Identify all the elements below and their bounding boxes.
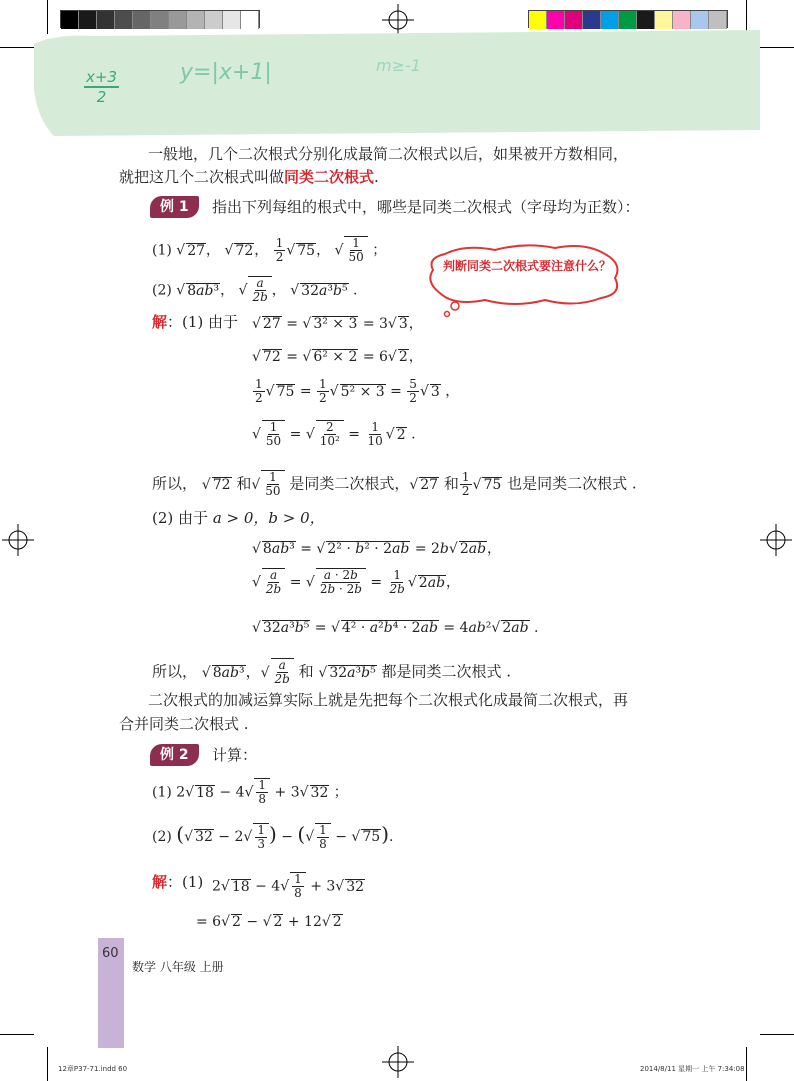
color-swatch bbox=[709, 11, 727, 29]
header-formula: y=|x+1| bbox=[180, 60, 272, 85]
header-band bbox=[34, 30, 760, 136]
crop-mark bbox=[0, 47, 34, 48]
thought-bubble-text: 判断同类二次根式要注意什么？ bbox=[442, 259, 611, 273]
solution-1-eq-2: √ 72 = √ 6² × 2 = 6√ 2， bbox=[252, 349, 423, 365]
intro-line-2: 就把这几个二次根式叫做同类二次根式. bbox=[119, 168, 379, 186]
intro-line-1: 一般地，几个二次根式分别化成最简二次根式以后，如果被开方数相同， bbox=[148, 145, 629, 163]
color-swatch bbox=[133, 11, 151, 29]
file-slug: 12章P37-71.indd 60 bbox=[58, 1065, 128, 1073]
crop-mark bbox=[746, 0, 747, 34]
color-swatch bbox=[619, 11, 637, 29]
header-formula: m≥-1 bbox=[376, 56, 421, 75]
color-swatch bbox=[115, 11, 133, 29]
book-title: 数学 八年级 上册 bbox=[132, 960, 224, 974]
color-swatch bbox=[97, 11, 115, 29]
solution-1-conclusion-2: 所以， √ 8ab³，√ $\frac{a}{2b}$ 和 √ 32a³b⁵ 都是同类二次根式 . bbox=[152, 658, 512, 686]
crop-mark bbox=[47, 1047, 48, 1081]
paragraph-2-line-1: 二次根式的加减运算实际上就是先把每个二次根式化成最简二次根式，再 bbox=[148, 691, 629, 709]
solution-2-eq-2: = 6√ 2 − √ 2 + 12√ 2 bbox=[196, 914, 342, 930]
color-swatch bbox=[529, 11, 547, 29]
solution-1-conclusion-1: 所以， √ 72 和√ $\frac{1}{50}$ 是同类二次根式，√ 27 和 $\frac{1}{2}$ √ 75 也是同类二次根式 . bbox=[152, 470, 637, 498]
header-formula-fraction: x+3 2 bbox=[86, 68, 117, 106]
registration-target-icon bbox=[760, 524, 792, 556]
color-swatch bbox=[691, 11, 709, 29]
solution-1-eq-4: √ $\frac{1}{50}$ = √ $\frac{2}{\text{10²}}$ = $\frac{1}{10}$ √ 2 . bbox=[252, 420, 416, 448]
solution-1-part-2: (2) 由于 a > 0，b > 0， bbox=[152, 509, 325, 527]
color-swatch bbox=[151, 11, 169, 29]
example-1-question-1: (1) √ 27， √ 72， $\frac{1}{2}$ √ 75， √ $\frac{1}{50}$ ； bbox=[152, 236, 387, 264]
crop-mark bbox=[47, 0, 48, 34]
solution-1-eq-3: $\frac{1}{2}$ √ 75 = $\frac{1}{2}$ √ 5² × 3 = $\frac{5}{2}$ √ 3 ， bbox=[255, 377, 460, 405]
example-1-question-2: (2) √ 8ab³， √ $\frac{a}{2b}$ ， √ 32a³b⁵ . bbox=[152, 276, 358, 304]
grayscale-colorbar bbox=[60, 10, 260, 28]
color-swatch bbox=[223, 11, 241, 29]
color-swatch bbox=[241, 11, 259, 29]
example-2-question-1: (1) 2√ 18 − 4√ $\frac{1}{8}$ + 3√ 32 ； bbox=[152, 778, 348, 806]
color-swatch bbox=[547, 11, 565, 29]
paragraph-2-line-2: 合并同类二次根式 . bbox=[119, 715, 249, 733]
solution-1-eq-7: √ 32a³b⁵ = √ 4² · a²b⁴ · 2ab = 4ab²√ 2ab . bbox=[252, 620, 539, 636]
solution-1-line: 解：(1) 由于 bbox=[152, 313, 239, 331]
solution-1-eq-6: √ $\frac{a}{2b}$ = √ $\frac{a \cdot 2b}{2b \cdot 2b}$ = $\frac{1}{2b}$ √ 2ab， bbox=[252, 568, 461, 596]
color-swatch bbox=[205, 11, 223, 29]
definition-term: 同类二次根式 bbox=[284, 168, 375, 186]
solution-1-eq-1: √ 27 = √ 3² × 3 = 3√ 3， bbox=[252, 316, 423, 332]
crop-mark bbox=[760, 1034, 794, 1035]
color-swatch bbox=[169, 11, 187, 29]
example-2-badge: 例 2 bbox=[150, 744, 199, 766]
color-swatch bbox=[61, 11, 79, 29]
solution-2-line: 解：(1) bbox=[152, 873, 204, 891]
color-swatch bbox=[601, 11, 619, 29]
crop-mark bbox=[746, 1047, 747, 1081]
thought-bubble bbox=[425, 242, 625, 318]
example-2-prompt: 计算： bbox=[212, 746, 258, 764]
crop-mark bbox=[760, 47, 794, 48]
color-swatch bbox=[565, 11, 583, 29]
crop-mark bbox=[0, 1034, 34, 1035]
solution-2-eq-1: 2√ 18 − 4√ $\frac{1}{8}$ + 3√ 32 bbox=[212, 872, 365, 900]
process-colorbar bbox=[528, 10, 728, 28]
color-swatch bbox=[187, 11, 205, 29]
solution-1-eq-5: √ 8ab³ = √ 2² · b² · 2ab = 2b√ 2ab， bbox=[252, 541, 502, 557]
color-swatch bbox=[637, 11, 655, 29]
example-1-prompt: 指出下列每组的根式中，哪些是同类二次根式（字母均为正数）： bbox=[212, 198, 640, 216]
registration-target-icon bbox=[382, 1046, 414, 1078]
color-swatch bbox=[655, 11, 673, 29]
example-1-badge: 例 1 bbox=[150, 196, 199, 218]
page-number: 60 bbox=[102, 946, 119, 961]
color-swatch bbox=[79, 11, 97, 29]
example-2-question-2: (2) (√ 32 − 2√ $\frac{1}{3}$ ) − (√ $\frac{1}{8}$ − √ 75). bbox=[152, 822, 394, 851]
color-swatch bbox=[673, 11, 691, 29]
print-date: 2014/8/11 星期一 上午 7:34:08 bbox=[640, 1065, 745, 1073]
color-swatch bbox=[583, 11, 601, 29]
registration-target-icon bbox=[2, 524, 34, 556]
